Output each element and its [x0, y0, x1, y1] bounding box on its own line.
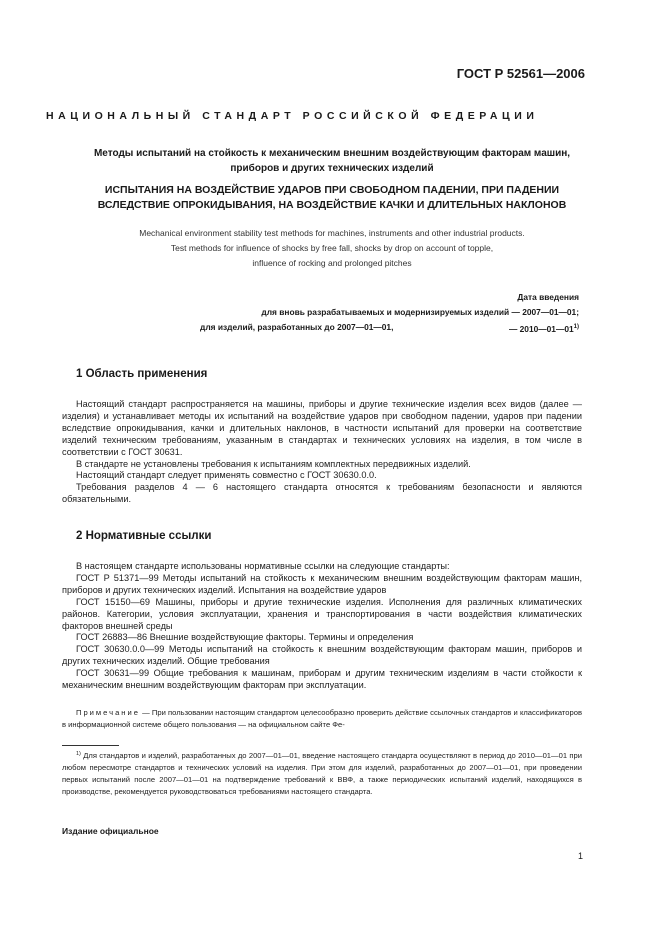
reference-item: ГОСТ 15150—69 Машины, приборы и другие технические изделия. Исполнения для различных климатических районов. Категории, условия эксплуатации, хранения и транспортирования в части воздействия климатических факторов внешней среды — [62, 596, 582, 631]
title-line: Методы испытаний на стойкость к механическим внешним воздействующим факторам машин, — [93, 148, 571, 159]
intro-date-new: для вновь разрабатываемых и модернизируемых изделий — 2007—01—01; — [261, 307, 579, 317]
standard-code: ГОСТ Р 52561—2006 — [456, 66, 585, 81]
main-title-line: ВСЛЕДСТВИЕ ОПРОКИДЫВАНИЯ, НА ВОЗДЕЙСТВИЕ КАЧКИ И ДЛИТЕЛЬНЫХ НАКЛОНОВ — [97, 199, 567, 211]
paragraph: В стандарте не установлены требования к испытаниям комплектных передвижных изделий. — [76, 458, 471, 469]
paragraph: В настоящем стандарте использованы нормативные ссылки на следующие стандарты: — [76, 561, 450, 571]
english-title-line: influence of rocking and prolonged pitches — [252, 258, 412, 268]
footnote — [62, 748, 582, 798]
section-1-body — [62, 399, 582, 506]
intro-date-old-label: для изделий, разработанных до 2007—01—01, — [200, 322, 394, 332]
english-title — [40, 226, 624, 271]
section-2-heading: 2 Нормативные ссылки — [76, 530, 212, 542]
note — [62, 707, 582, 730]
note-label: Примечание — [76, 708, 140, 717]
title-line: приборов и других технических изделий — [230, 163, 434, 174]
intro-date-old-row — [200, 320, 579, 337]
reference-item: ГОСТ 30631—99 Общие требования к машинам, приборам и другим техническим изделиям в части стойкости к механическим внешним воздействующим факторам при эксплуатации. — [62, 668, 582, 691]
reference-item: ГОСТ 26883—86 Внешние воздействующие факторы. Термины и определения — [76, 632, 414, 643]
english-title-line: Test methods for influence of shocks by free fall, shocks by drop on account of topple, — [170, 243, 494, 253]
paragraph: Требования разделов 4 — 6 настоящего стандарта относятся к требованиям безопасности и являются обязательными. — [62, 482, 582, 505]
edition-label: Издание официальное — [62, 826, 159, 836]
note-text: — При пользовании настоящим стандартом целесообразно проверить действие ссылочных стандартов и классификаторов в информационной системе общего пользования — на официальном сайте Фе- — [62, 708, 582, 729]
introduction-date — [200, 290, 579, 337]
section-1-heading: 1 Область применения — [76, 368, 208, 380]
english-title-line: Mechanical environment stability test methods for machines, instruments and other industrial products. — [139, 228, 525, 238]
section-2-body — [62, 561, 582, 692]
main-title-line: ИСПЫТАНИЯ НА ВОЗДЕЙСТВИЕ УДАРОВ ПРИ СВОБОДНОМ ПАДЕНИИ, ПРИ ПАДЕНИИ — [104, 184, 560, 196]
intro-date-label: Дата введения — [517, 292, 579, 302]
footnote-divider — [62, 745, 119, 746]
reference-item: ГОСТ 30630.0.0—99 Методы испытаний на стойкость к внешним воздействующим факторам машин, приборов и других технических изделий. Общие требования — [62, 644, 582, 667]
national-standard-heading: НАЦИОНАЛЬНЫЙ СТАНДАРТ РОССИЙСКОЙ ФЕДЕРАЦИИ — [46, 110, 539, 122]
document-main-title — [40, 183, 624, 213]
footnote-mark: 1) — [76, 751, 81, 757]
reference-item: ГОСТ Р 51371—99 Методы испытаний на стойкость к механическим внешним воздействующим факторам машин, приборов и других технических изделий. Испытания на воздействие ударов — [62, 572, 582, 595]
paragraph: Настоящий стандарт распространяется на машины, приборы и другие технические изделия всех видов (далее — изделия) и устанавливает методы их испытаний на воздействие ударов при свободном падении, ударов при падении вследствие опрокидывания, качки и длительных наклонов, в частности испытаний для проверки на соответствие изделий техническим требованиям, указанным в стандартах и технических условиях на изделия, в том числе в соответствии с ГОСТ 30631. — [62, 399, 582, 457]
footnote-reference: 1) — [573, 324, 579, 330]
paragraph: Настоящий стандарт следует применять совместно с ГОСТ 30630.0.0. — [76, 470, 377, 481]
intro-date-old-value: — 2010—01—01$^{1)}$ — [508, 324, 579, 334]
page-number: 1 — [577, 851, 583, 861]
document-title — [40, 146, 624, 176]
footnote-text: Для стандартов и изделий, разработанных до 2007—01—01, введение настоящего стандарта осуществляют в период до 2010—01—01 при любом пересмотре стандартов и технических условий на изделия. При этом для изделий, разработанных до 2007—01—01, при проведении первых испытаний после 2007—01—01 на подтверждение требований к ВВФ, а также периодических испытаний изделий, находящихся в производстве, рекомендуется руководствоваться требованиями настоящего стандарта. — [62, 751, 582, 796]
